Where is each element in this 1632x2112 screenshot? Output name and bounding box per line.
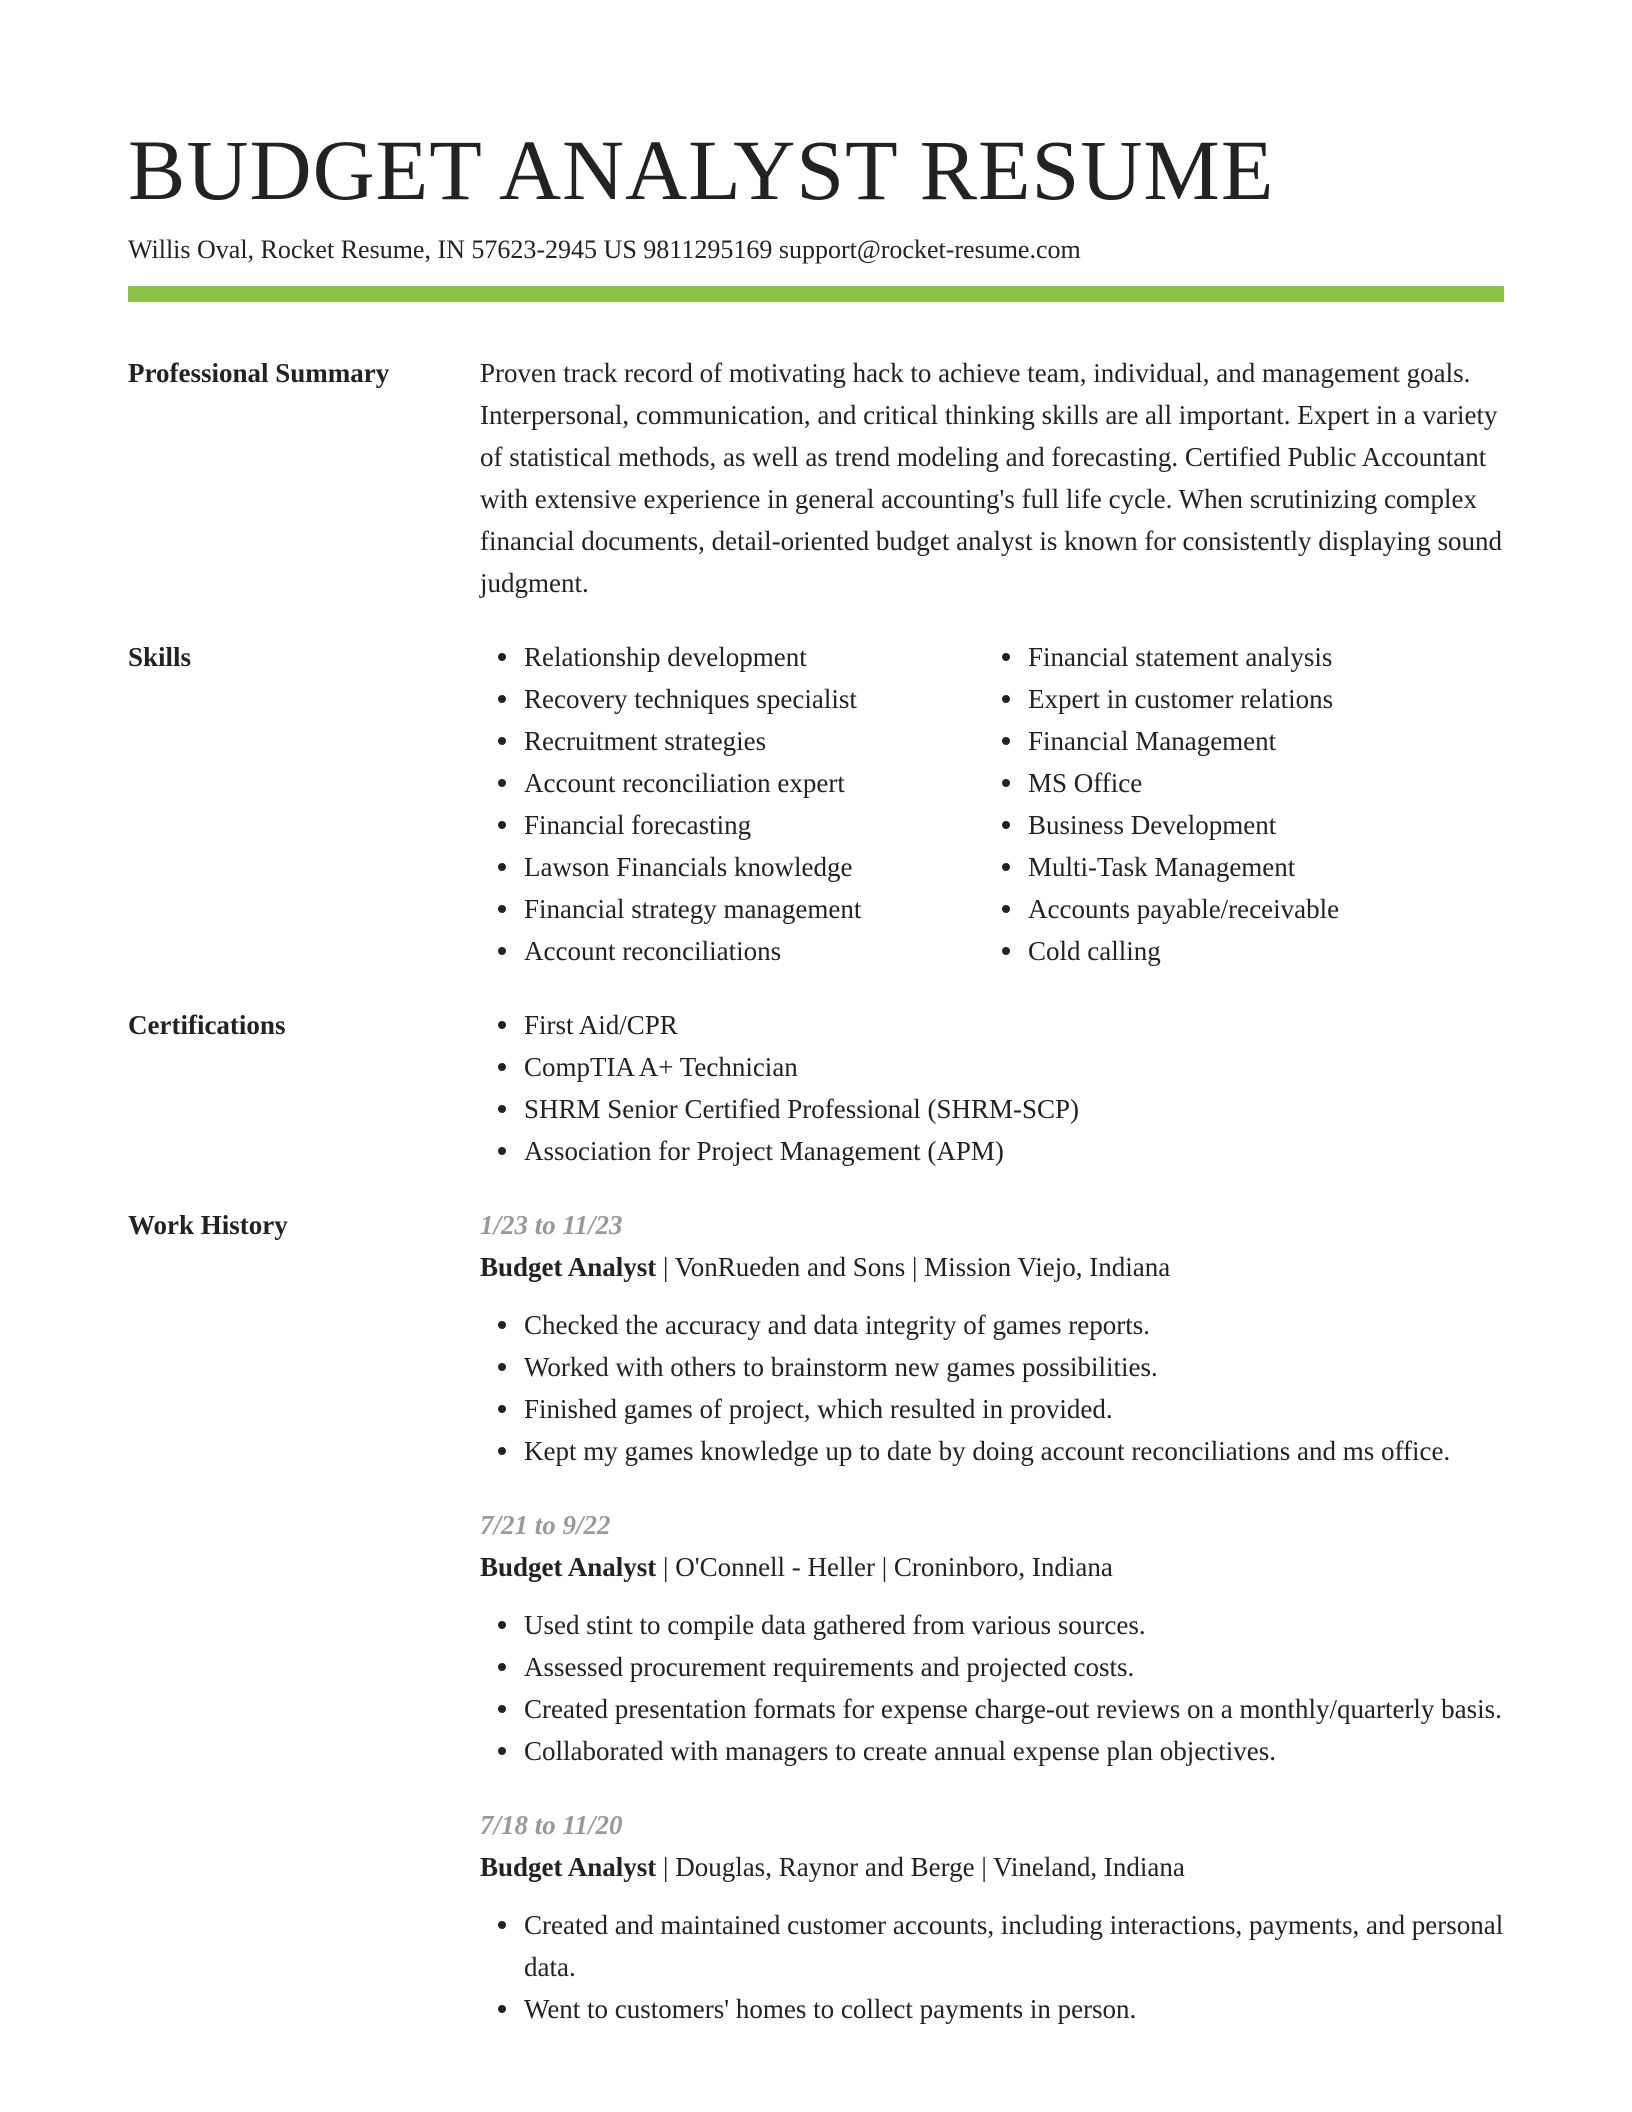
- skill-item: Lawson Financials knowledge: [524, 846, 984, 888]
- section-label-work-history: Work History: [128, 1210, 288, 1240]
- skill-item: Account reconciliations: [524, 930, 984, 972]
- job-entry: [480, 1204, 1504, 1472]
- skill-item: Financial Management: [1028, 720, 1488, 762]
- job-bullet: Checked the accuracy and data integrity of games reports.: [524, 1304, 1504, 1346]
- skill-item: Business Development: [1028, 804, 1488, 846]
- certification-item: First Aid/CPR: [524, 1004, 1504, 1046]
- job-heading: [480, 1546, 1504, 1588]
- job-bullets: [480, 1604, 1504, 1772]
- job-heading: [480, 1846, 1504, 1888]
- job-bullet: Assessed procurement requirements and projected costs.: [524, 1646, 1504, 1688]
- skill-item: Accounts payable/receivable: [1028, 888, 1488, 930]
- job-title: Budget Analyst: [480, 1852, 657, 1882]
- accent-divider: [128, 286, 1504, 302]
- job-dates: 7/21 to 9/22: [480, 1510, 611, 1540]
- skills-list-left: [480, 636, 984, 972]
- certification-item: SHRM Senior Certified Professional (SHRM-SCP): [524, 1088, 1504, 1130]
- skill-item: Cold calling: [1028, 930, 1488, 972]
- job-title: Budget Analyst: [480, 1252, 657, 1282]
- certification-item: CompTIA A+ Technician: [524, 1046, 1504, 1088]
- job-bullets: [480, 1304, 1504, 1472]
- job-details: | VonRueden and Sons | Mission Viejo, Indiana: [656, 1252, 1171, 1282]
- skill-item: Financial statement analysis: [1028, 636, 1488, 678]
- certifications-body: [480, 1004, 1504, 1172]
- job-details: | Douglas, Raynor and Berge | Vineland, Indiana: [656, 1852, 1185, 1882]
- resume-page: [128, 120, 1504, 2062]
- skill-item: Financial strategy management: [524, 888, 984, 930]
- section-label-skills: Skills: [128, 642, 192, 672]
- skill-item: Multi-Task Management: [1028, 846, 1488, 888]
- work-history-section: [128, 1204, 1504, 2062]
- skill-item: Recovery techniques specialist: [524, 678, 984, 720]
- certifications-list: [480, 1004, 1504, 1172]
- job-bullet: Went to customers' homes to collect payments in person.: [524, 1988, 1504, 2030]
- job-bullet: Used stint to compile data gathered from various sources.: [524, 1604, 1504, 1646]
- job-bullet: Created and maintained customer accounts, including interactions, payments, and personal data.: [524, 1904, 1504, 1988]
- job-dates: 7/18 to 11/20: [480, 1810, 623, 1840]
- skill-item: Recruitment strategies: [524, 720, 984, 762]
- contact-line: Willis Oval, Rocket Resume, IN 57623-2945 US 9811295169 support@rocket-resume.com: [128, 235, 1081, 264]
- skills-section: [128, 636, 1504, 972]
- job-entry: [480, 1804, 1504, 2030]
- work-history-body: [480, 1204, 1504, 2062]
- job-bullet: Worked with others to brainstorm new games possibilities.: [524, 1346, 1504, 1388]
- job-heading: [480, 1246, 1504, 1288]
- section-label-certifications: Certifications: [128, 1010, 286, 1040]
- skill-item: MS Office: [1028, 762, 1488, 804]
- summary-text: Proven track record of motivating hack to achieve team, individual, and management goals. Interpersonal, communication, and critical thinking skills are all important. Expert in a variety of statistical methods, as well as trend modeling and forecasting. Certified Public Accountant with extensive experience in general accounting's full life cycle. When scrutinizing complex financial documents, detail-oriented budget analyst is known for consistently displaying sound judgment.: [480, 358, 1503, 598]
- job-bullet: Created presentation formats for expense charge-out reviews on a monthly/quarterly basis.: [524, 1688, 1504, 1730]
- job-bullet: Kept my games knowledge up to date by doing account reconciliations and ms office.: [524, 1430, 1504, 1472]
- skills-list-right: [984, 636, 1488, 972]
- section-label-summary: Professional Summary: [128, 358, 390, 388]
- summary-section: [128, 352, 1504, 604]
- job-bullet: Finished games of project, which resulted in provided.: [524, 1388, 1504, 1430]
- job-dates: 1/23 to 11/23: [480, 1210, 623, 1240]
- certifications-section: [128, 1004, 1504, 1172]
- job-title: Budget Analyst: [480, 1552, 657, 1582]
- job-bullet: Collaborated with managers to create annual expense plan objectives.: [524, 1730, 1504, 1772]
- skill-item: Account reconciliation expert: [524, 762, 984, 804]
- page-title: BUDGET ANALYST RESUME: [128, 122, 1275, 218]
- skill-item: Financial forecasting: [524, 804, 984, 846]
- job-entry: [480, 1504, 1504, 1772]
- skills-columns: [480, 636, 1504, 972]
- job-bullets: [480, 1904, 1504, 2030]
- skill-item: Relationship development: [524, 636, 984, 678]
- skill-item: Expert in customer relations: [1028, 678, 1488, 720]
- certification-item: Association for Project Management (APM): [524, 1130, 1504, 1172]
- job-details: | O'Connell - Heller | Croninboro, Indiana: [656, 1552, 1113, 1582]
